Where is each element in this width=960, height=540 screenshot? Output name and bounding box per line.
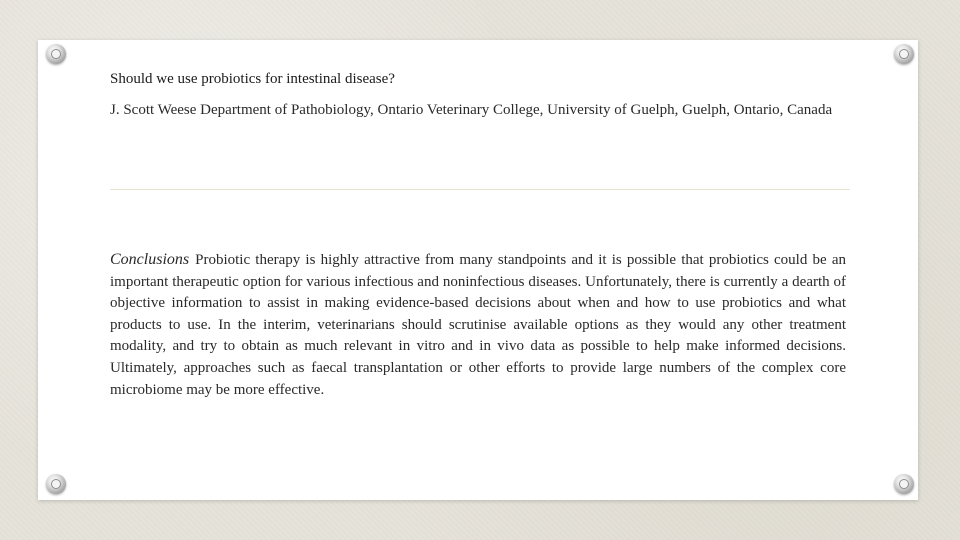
pushpin-icon (894, 474, 914, 494)
conclusion-paragraph (110, 249, 846, 401)
conclusion-label: Conclusions (110, 251, 190, 268)
divider (110, 189, 850, 190)
pushpin-icon (894, 44, 914, 64)
pushpin-icon (46, 44, 66, 64)
conclusion-text: Probiotic therapy is highly attractive from many standpoints and it is possible that probiotics could be an important therapeutic option for various infectious and noninfectious diseases. Unfortunately, there is currently a dearth of objective information to assist in making evidence-based decisions about when and how to use probiotics and what products to use. In the interim, veterinarians should scrutinise available options as they would any other treatment modality, and try to obtain as much relevant in vitro and in vivo data as possible to help make informed decisions. Ultimately, approaches such as faecal transplantation or other efforts to provide large numbers of the complex core microbiome may be more effective. (110, 252, 846, 398)
slide-title: Should we use probiotics for intestinal disease? (110, 71, 395, 87)
author-affiliation: J. Scott Weese Department of Pathobiology, Ontario Veterinary College, University of Guelph, Guelph, Ontario, Canada (110, 102, 833, 118)
pushpin-icon (46, 474, 66, 494)
